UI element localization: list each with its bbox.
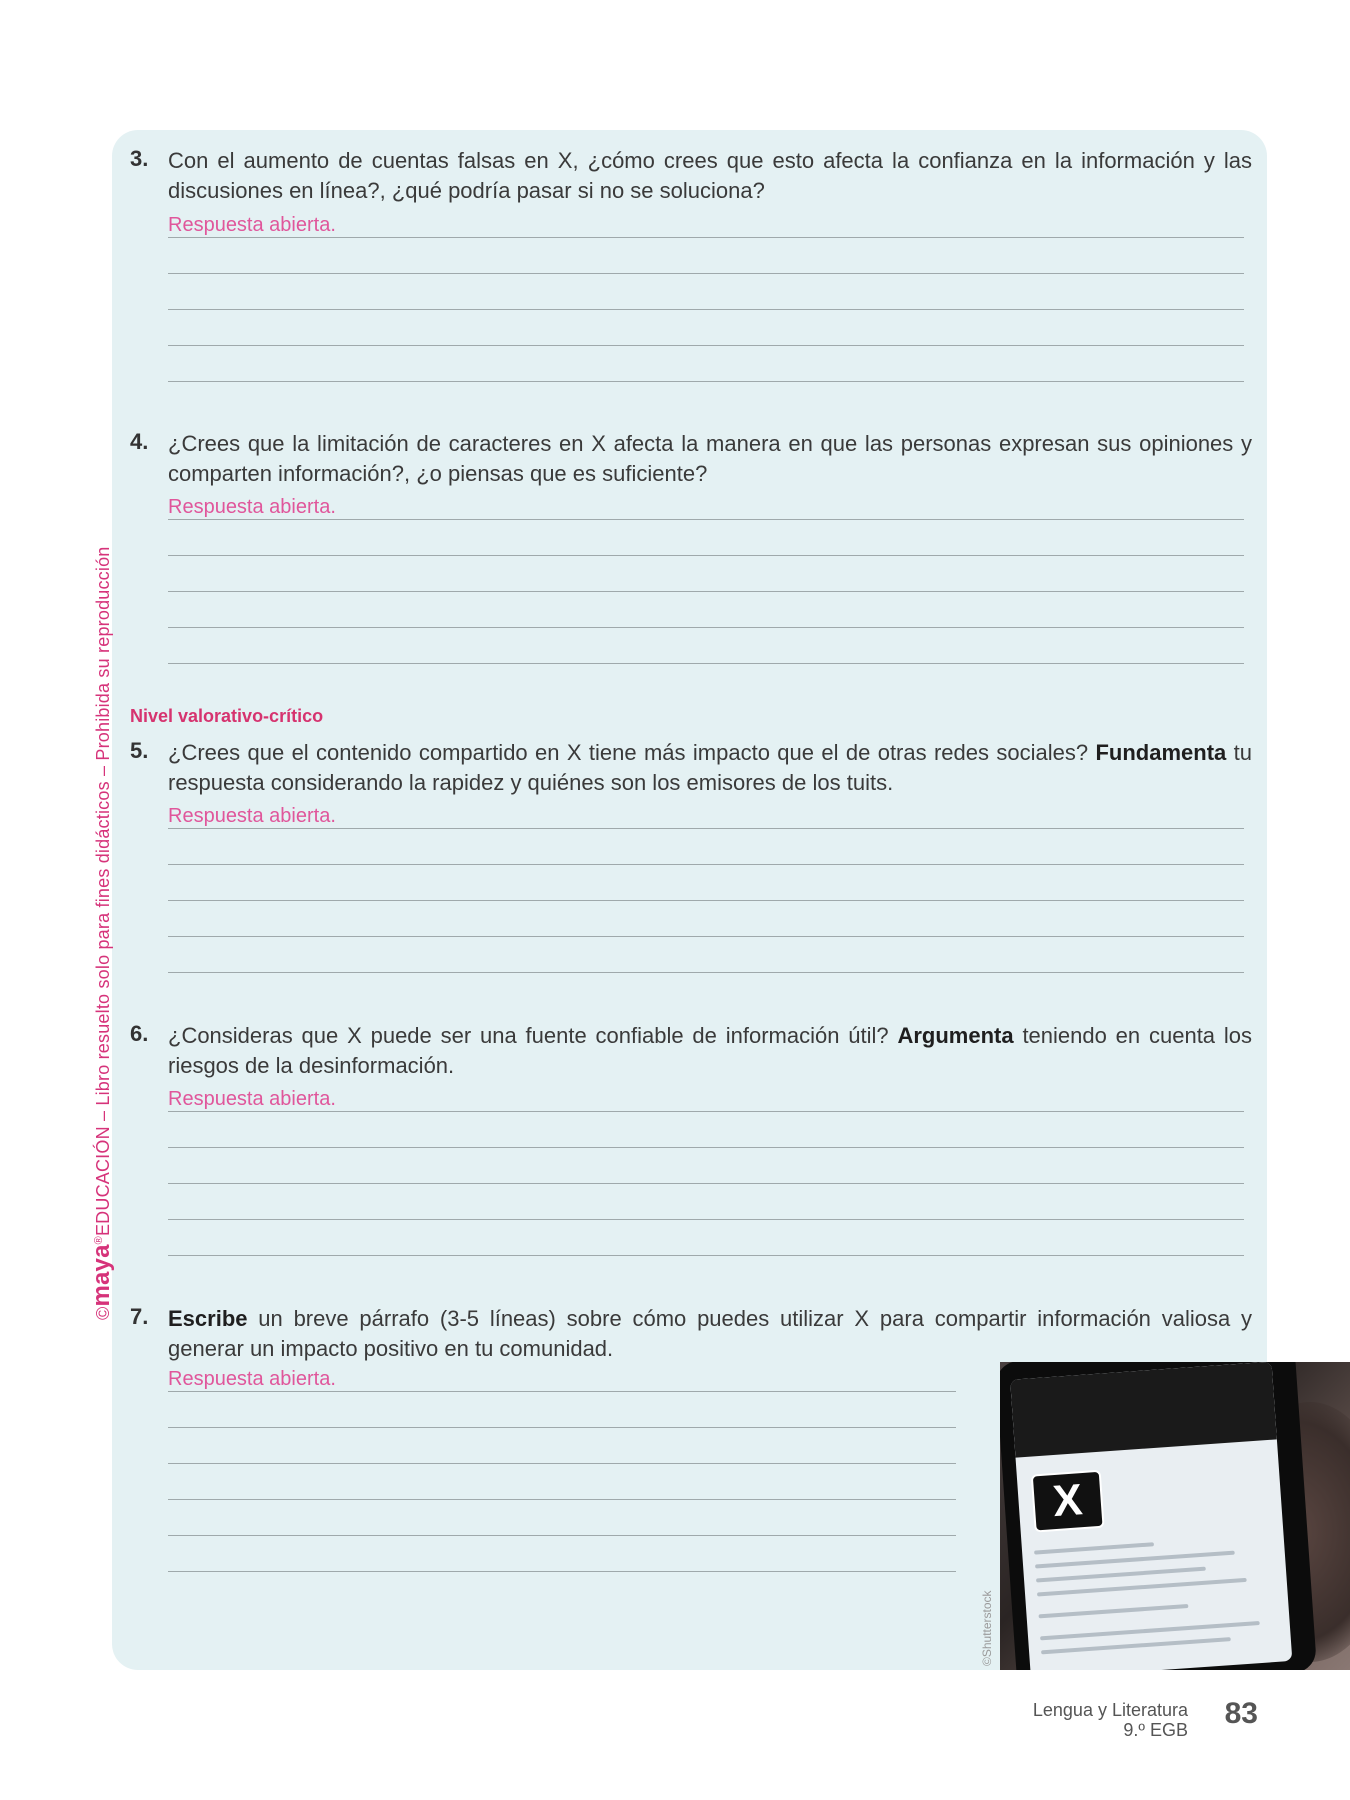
brand-name: maya <box>88 1244 115 1307</box>
copyright-symbol: © <box>93 1306 113 1320</box>
smartphone-photo <box>1000 1362 1350 1670</box>
question-5 <box>130 738 1252 798</box>
question-3 <box>130 146 1252 206</box>
answer-text: Respuesta abierta. <box>168 214 336 236</box>
level-heading: Nivel valorativo-crítico <box>130 706 324 726</box>
question-text: ¿Consideras que X puede ser una fuente confiable de información útil? Argumenta teniendo en cuenta los riesgos de la desinformación. <box>168 1023 1252 1078</box>
screen-row <box>1041 1637 1231 1654</box>
question-text: Con el aumento de cuentas falsas en X, ¿cómo crees que esto afecta la confianza en la información y las discusiones en línea?, ¿qué podría pasar si no se soluciona? <box>168 148 1252 203</box>
registered-mark: ® <box>93 1236 105 1245</box>
screen-row <box>1039 1604 1189 1618</box>
question-number: 4. <box>130 429 149 454</box>
answer-text: Respuesta abierta. <box>168 496 336 518</box>
answer-area-5[interactable] <box>168 793 1244 973</box>
question-6 <box>130 1021 1252 1081</box>
answer-area-7[interactable] <box>168 1356 956 1572</box>
screen-row <box>1034 1542 1154 1554</box>
screen-row <box>1036 1567 1206 1583</box>
question-7 <box>130 1304 1252 1364</box>
page-number: 83 <box>1224 1697 1258 1730</box>
answer-text: Respuesta abierta. <box>168 1088 336 1110</box>
question-number: 7. <box>130 1304 149 1329</box>
answer-area-4[interactable] <box>168 484 1244 664</box>
screen-row <box>1037 1578 1247 1597</box>
question-4 <box>130 429 1252 489</box>
instruction-verb: Escribe <box>168 1306 248 1331</box>
question-text: Escribe un breve párrafo (3-5 líneas) sobre cómo puedes utilizar X para compartir información valiosa y generar un impacto positivo en tu comunidad. <box>168 1306 1252 1361</box>
photo-credit: ©Shutterstock <box>980 1590 994 1666</box>
question-number: 5. <box>130 738 149 763</box>
answer-text: Respuesta abierta. <box>168 1368 336 1390</box>
phone-image <box>1000 1362 1317 1670</box>
question-text: ¿Crees que el contenido compartido en X tiene más impacto que el de otras redes sociales? Fundamenta tu respuesta considerando la rapidez y quiénes son los emisores de los tuits. <box>168 740 1252 795</box>
x-logo-icon: X <box>1031 1470 1105 1533</box>
answer-text: Respuesta abierta. <box>168 805 336 827</box>
instruction-verb: Argumenta <box>897 1023 1014 1048</box>
watermark-text: EDUCACIÓN – Libro resuelto solo para fines didácticos – Prohibida su reproducción <box>93 546 113 1237</box>
subject-name: Lengua y Literatura <box>1032 1700 1188 1720</box>
question-text: ¿Crees que la limitación de caracteres en X afecta la manera en que las personas expresan sus opiniones y comparten información?, ¿o piensas que es suficiente? <box>168 431 1252 486</box>
question-number: 6. <box>130 1021 149 1046</box>
screen-header <box>1010 1362 1277 1458</box>
grade-label: 9.º EGB <box>1123 1720 1188 1740</box>
answer-area-6[interactable] <box>168 1076 1244 1256</box>
question-number: 3. <box>130 146 149 171</box>
instruction-verb: Fundamenta <box>1095 740 1227 765</box>
screen-row <box>1035 1551 1235 1569</box>
phone-screen <box>1010 1362 1292 1670</box>
answer-area-3[interactable] <box>168 202 1244 382</box>
copyright-watermark <box>88 546 116 1320</box>
footer-subject <box>1033 1700 1188 1740</box>
